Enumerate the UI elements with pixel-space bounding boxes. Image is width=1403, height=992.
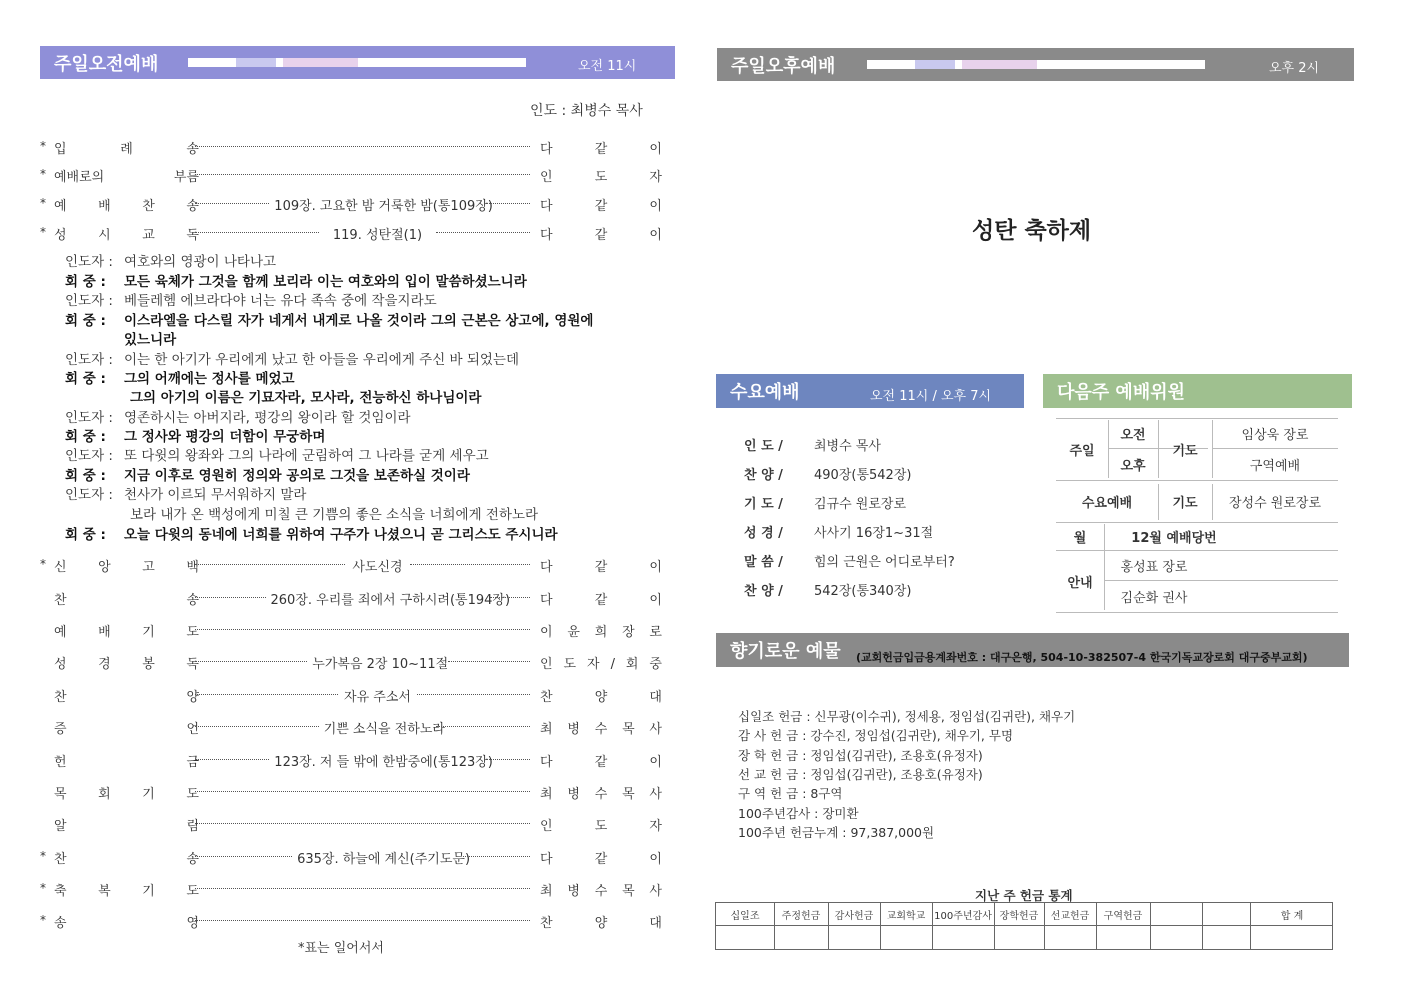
wednesday-header — [716, 374, 1024, 408]
dot-leader — [195, 661, 307, 662]
dot-leader — [195, 694, 338, 695]
dot-leader — [195, 232, 319, 233]
reader-role: 회 중 : — [65, 371, 106, 387]
dot-leader — [195, 564, 345, 565]
order-row — [40, 813, 662, 835]
stats-header-cell — [1202, 903, 1250, 925]
reader-role: 회 중 : — [65, 429, 106, 445]
wednesday-key: 인 도 / — [744, 439, 783, 454]
offering-line: 선 교 헌 금 : 정임섭(김귀란), 조용호(유정자) — [738, 766, 983, 782]
committee-table — [1056, 418, 1338, 616]
am-label: 오전 — [1120, 427, 1146, 443]
wednesday-value: 최병수 목사 — [814, 439, 881, 454]
order-responsible: 최 병 수 목 사 — [540, 884, 662, 899]
event-title: 성탄 축하제 — [972, 218, 1092, 244]
wednesday-row — [744, 522, 933, 541]
reader-role: 회 중 : — [65, 313, 106, 329]
stand-marker: * — [40, 139, 46, 153]
reader-role: 회 중 : — [65, 468, 106, 484]
offering-account: (교회헌금입금용계좌번호 : 대구은행, 504-10-382507-4 한국기독교장로회 대구중부교회) — [856, 651, 1308, 664]
afternoon-title: 주일오후예배 — [731, 56, 836, 77]
dot-leader — [195, 791, 530, 792]
stats-header-cell: 장학헌금 — [999, 910, 1039, 922]
stand-marker: * — [40, 167, 46, 181]
reader-role: 인도자 : — [65, 410, 113, 426]
order-detail: 사도신경 — [352, 560, 403, 575]
guide-name-2: 김순화 권사 — [1120, 590, 1188, 606]
order-detail: 260장. 우리를 죄에서 구하시려(통194장) — [270, 593, 511, 608]
stats-title: 지난 주 헌금 통계 — [975, 888, 1073, 903]
order-row — [40, 136, 662, 158]
reading-text: 영존하시는 아버지라, 평강의 왕이라 할 것임이라 — [124, 410, 411, 426]
morning-title: 주일오전예배 — [54, 54, 159, 75]
order-row — [40, 651, 662, 673]
reader-role: 인도자 : — [65, 448, 113, 464]
stats-header-cell: 주정헌금 — [781, 910, 821, 922]
order-row — [40, 716, 662, 738]
reading-text: 모든 육체가 그것을 함께 보리라 이는 여호와의 입이 말씀하셨느니라 — [124, 274, 527, 290]
reading-text: 천사가 이르되 무서워하지 말라 — [124, 487, 307, 503]
order-label: 알 림 — [54, 819, 199, 834]
dot-leader — [195, 146, 530, 147]
reading-text: 오늘 다윗의 동네에 너희를 위하여 구주가 나셨으니 곧 그리스도 주시니라 — [124, 527, 558, 543]
reader-role: 인도자 : — [65, 293, 113, 309]
wednesday-row — [744, 493, 906, 512]
order-detail: 119. 성탄절(1) — [332, 228, 423, 243]
order-responsible: 인 도 자 — [540, 170, 662, 185]
order-detail: 635장. 하늘에 계신(주기도문) — [297, 852, 471, 867]
prayer-label: 기도 — [1172, 443, 1198, 459]
guide-label: 안내 — [1067, 575, 1093, 591]
dot-leader — [448, 661, 530, 662]
wednesday-time: 오전 11시 / 오후 7시 — [870, 389, 992, 404]
order-label: 찬 송 — [54, 852, 199, 867]
reading-text: 지금 이후로 영원히 정의와 공의로 그것을 보존하실 것이라 — [124, 468, 470, 484]
offering-line: 장 학 헌 금 : 정임섭(김귀란), 조용호(유정자) — [738, 747, 983, 763]
order-label: 예배로의 부름 — [54, 170, 199, 185]
stats-header-cell: 선교헌금 — [1050, 910, 1090, 922]
order-detail: 기쁜 소식을 전하노라 — [323, 722, 445, 737]
order-label: 예 배 기 도 — [54, 625, 199, 640]
reader-role: 인도자 : — [65, 487, 113, 503]
reader-role: 회 중 : — [65, 527, 106, 543]
wednesday-value: 사사기 16장1~31절 — [814, 526, 934, 541]
stand-marker: * — [40, 557, 46, 571]
order-responsible: 다 같 이 — [540, 852, 662, 867]
stand-marker: * — [40, 849, 46, 863]
morning-header — [40, 46, 675, 79]
dot-leader — [486, 203, 530, 204]
wednesday-key: 성 경 / — [744, 526, 783, 541]
morning-time: 오전 11시 — [578, 59, 637, 74]
wednesday-key: 찬 양 / — [744, 584, 783, 599]
order-responsible: 다 같 이 — [540, 142, 662, 157]
wednesday-key: 기 도 / — [744, 497, 783, 512]
offering-line: 감 사 헌 금 : 강수진, 정임섭(김귀란), 채우기, 무명 — [738, 728, 1014, 744]
dot-leader — [195, 920, 530, 921]
order-label: 축 복 기 도 — [54, 884, 199, 899]
am-prayer-name: 임상욱 장로 — [1241, 427, 1309, 443]
order-label: 성 경 봉 독 — [54, 657, 199, 672]
reading-text: 그의 어깨에는 정사를 메었고 — [124, 371, 295, 387]
dot-leader — [195, 726, 319, 727]
order-detail: 누가복음 2장 10~11절 — [312, 657, 449, 672]
dot-leader — [195, 823, 530, 824]
order-responsible: 다 같 이 — [540, 593, 662, 608]
order-row — [40, 749, 662, 771]
month-label: 월 — [1073, 530, 1087, 546]
duty-title: 12월 예배당번 — [1131, 530, 1217, 546]
order-label: 찬 송 — [54, 593, 199, 608]
order-label: 찬 양 — [54, 690, 199, 705]
order-responsible: 다 같 이 — [540, 755, 662, 770]
order-row — [40, 684, 662, 706]
order-label: 목 회 기 도 — [54, 787, 199, 802]
stand-marker: * — [40, 225, 46, 239]
order-row — [40, 846, 662, 868]
stand-marker: * — [40, 913, 46, 927]
order-responsible: 이 윤 희 장 로 — [540, 625, 662, 640]
order-row — [40, 587, 662, 609]
order-row — [40, 222, 662, 244]
dot-leader — [417, 694, 530, 695]
order-row — [40, 193, 662, 215]
order-responsible: 최 병 수 목 사 — [540, 722, 662, 737]
wednesday-value: 김규수 원로장로 — [814, 497, 907, 512]
committee-header — [1043, 374, 1352, 408]
reading-text: 있느니라 — [124, 332, 177, 348]
stats-header-cell: 교회학교 — [886, 910, 926, 922]
order-row — [40, 878, 662, 900]
dot-leader — [436, 726, 530, 727]
order-responsible: 다 같 이 — [540, 560, 662, 575]
wednesday-row — [744, 435, 881, 454]
wednesday-value: 542장(통340장) — [814, 584, 912, 599]
offering-line: 100주년 헌금누계 : 97,387,000원 — [738, 824, 935, 840]
offering-header — [716, 633, 1349, 667]
wednesday-row — [744, 580, 911, 599]
order-label: 신 앙 고 백 — [54, 560, 199, 575]
order-responsible: 최 병 수 목 사 — [540, 787, 662, 802]
stats-header-cell: 감사헌금 — [834, 910, 874, 922]
offering-line: 십일조 헌금 : 신무광(이수귀), 정세용, 정임섭(김귀란), 채우기 — [738, 709, 1076, 724]
dot-leader — [195, 856, 292, 857]
order-row — [40, 619, 662, 641]
dot-leader — [490, 597, 531, 598]
reading-text: 여호와의 영광이 나타나고 — [124, 254, 277, 270]
reading-text: 보라 내가 온 백성에게 미칠 큰 기쁨의 좋은 소식을 너희에게 전하노라 — [130, 507, 539, 523]
dot-leader — [195, 629, 530, 630]
dot-leader — [195, 888, 530, 889]
dot-leader — [195, 597, 266, 598]
standing-note: *표는 일어서서 — [298, 941, 384, 956]
offering-line: 구 역 헌 금 : 8구역 — [738, 786, 843, 802]
wednesday-title: 수요예배 — [730, 382, 800, 403]
order-responsible: 인 도 자 / 회 중 — [540, 657, 662, 672]
offering-line: 100주년감사 : 장미환 — [738, 805, 859, 821]
stand-marker: * — [40, 196, 46, 210]
order-responsible: 다 같 이 — [540, 199, 662, 214]
header-stripe — [867, 60, 1205, 69]
order-detail: 123장. 저 들 밖에 한밤중에(통123장) — [274, 755, 493, 770]
wednesday-key: 말 씀 / — [744, 555, 783, 570]
reading-text: 그의 아기의 이름은 기묘자라, 모사라, 전능하신 하나님이라 — [130, 390, 482, 406]
order-responsible: 인 도 자 — [540, 819, 662, 834]
wed-prayer-label: 기도 — [1172, 495, 1198, 511]
stand-marker: * — [40, 881, 46, 895]
order-label: 헌 금 — [54, 755, 199, 770]
stats-header-cell — [1150, 903, 1202, 925]
header-stripe — [188, 58, 526, 67]
wed-label: 수요예배 — [1081, 495, 1133, 511]
dot-leader — [410, 564, 530, 565]
wednesday-value: 힘의 근원은 어디로부터? — [814, 555, 955, 570]
dot-leader — [195, 759, 269, 760]
wednesday-row — [744, 551, 955, 570]
reading-text: 그 정사와 평강의 더함이 무궁하며 — [124, 429, 326, 445]
dot-leader — [195, 174, 530, 175]
wednesday-key: 찬 양 / — [744, 468, 783, 483]
afternoon-time: 오후 2시 — [1269, 61, 1320, 76]
order-row — [40, 910, 662, 932]
reading-text: 또 다윗의 왕좌와 그의 나라에 군림하여 그 나라를 굳게 세우고 — [124, 448, 489, 464]
committee-title: 다음주 예배위원 — [1057, 382, 1185, 403]
order-label: 송 영 — [54, 916, 199, 931]
order-row — [40, 554, 662, 576]
reading-text: 이는 한 아기가 우리에게 났고 한 아들을 우리에게 주신 바 되었는데 — [124, 352, 520, 368]
order-row — [40, 164, 662, 186]
order-label: 입 례 송 — [54, 142, 199, 157]
sunday-label: 주일 — [1069, 443, 1095, 459]
stats-header-cell: 합 계 — [1280, 910, 1304, 922]
order-label: 예 배 찬 송 — [54, 199, 199, 214]
stats-header-cell: 100주년감사 — [934, 910, 992, 922]
stats-table — [715, 902, 1333, 950]
pm-label: 오후 — [1120, 458, 1146, 474]
dot-leader — [195, 203, 269, 204]
reading-text: 베들레헴 에브라다야 너는 유다 족속 중에 작을지라도 — [124, 293, 437, 309]
morning-leader: 인도 : 최병수 목사 — [530, 103, 643, 119]
order-responsible: 찬 양 대 — [540, 916, 662, 931]
dot-leader — [463, 856, 530, 857]
order-row — [40, 781, 662, 803]
order-detail: 109장. 고요한 밤 거룩한 밤(통109장) — [274, 199, 493, 214]
pm-prayer-name: 구역예배 — [1249, 458, 1301, 474]
order-label: 증 언 — [54, 722, 199, 737]
dot-leader — [436, 232, 530, 233]
reader-role: 회 중 : — [65, 274, 106, 290]
stats-header-cell: 십일조 — [730, 910, 760, 922]
wed-prayer-name: 장성수 원로장로 — [1228, 495, 1322, 511]
order-detail: 자유 주소서 — [344, 690, 411, 705]
reading-text: 이스라엘을 다스릴 자가 네게서 내게로 나올 것이라 그의 근본은 상고에, 영원에 — [124, 313, 594, 329]
offering-title: 향기로운 예물 — [730, 641, 841, 662]
guide-name-1: 홍성표 장로 — [1120, 559, 1188, 575]
order-label: 성 시 교 독 — [54, 228, 199, 243]
wednesday-value: 490장(통542장) — [814, 468, 912, 483]
order-responsible: 다 같 이 — [540, 228, 662, 243]
afternoon-header — [717, 48, 1354, 81]
order-responsible: 찬 양 대 — [540, 690, 662, 705]
reader-role: 인도자 : — [65, 254, 113, 270]
reader-role: 인도자 : — [65, 352, 113, 368]
wednesday-row — [744, 464, 911, 483]
dot-leader — [486, 759, 530, 760]
stats-header-cell: 구역헌금 — [1103, 910, 1143, 922]
